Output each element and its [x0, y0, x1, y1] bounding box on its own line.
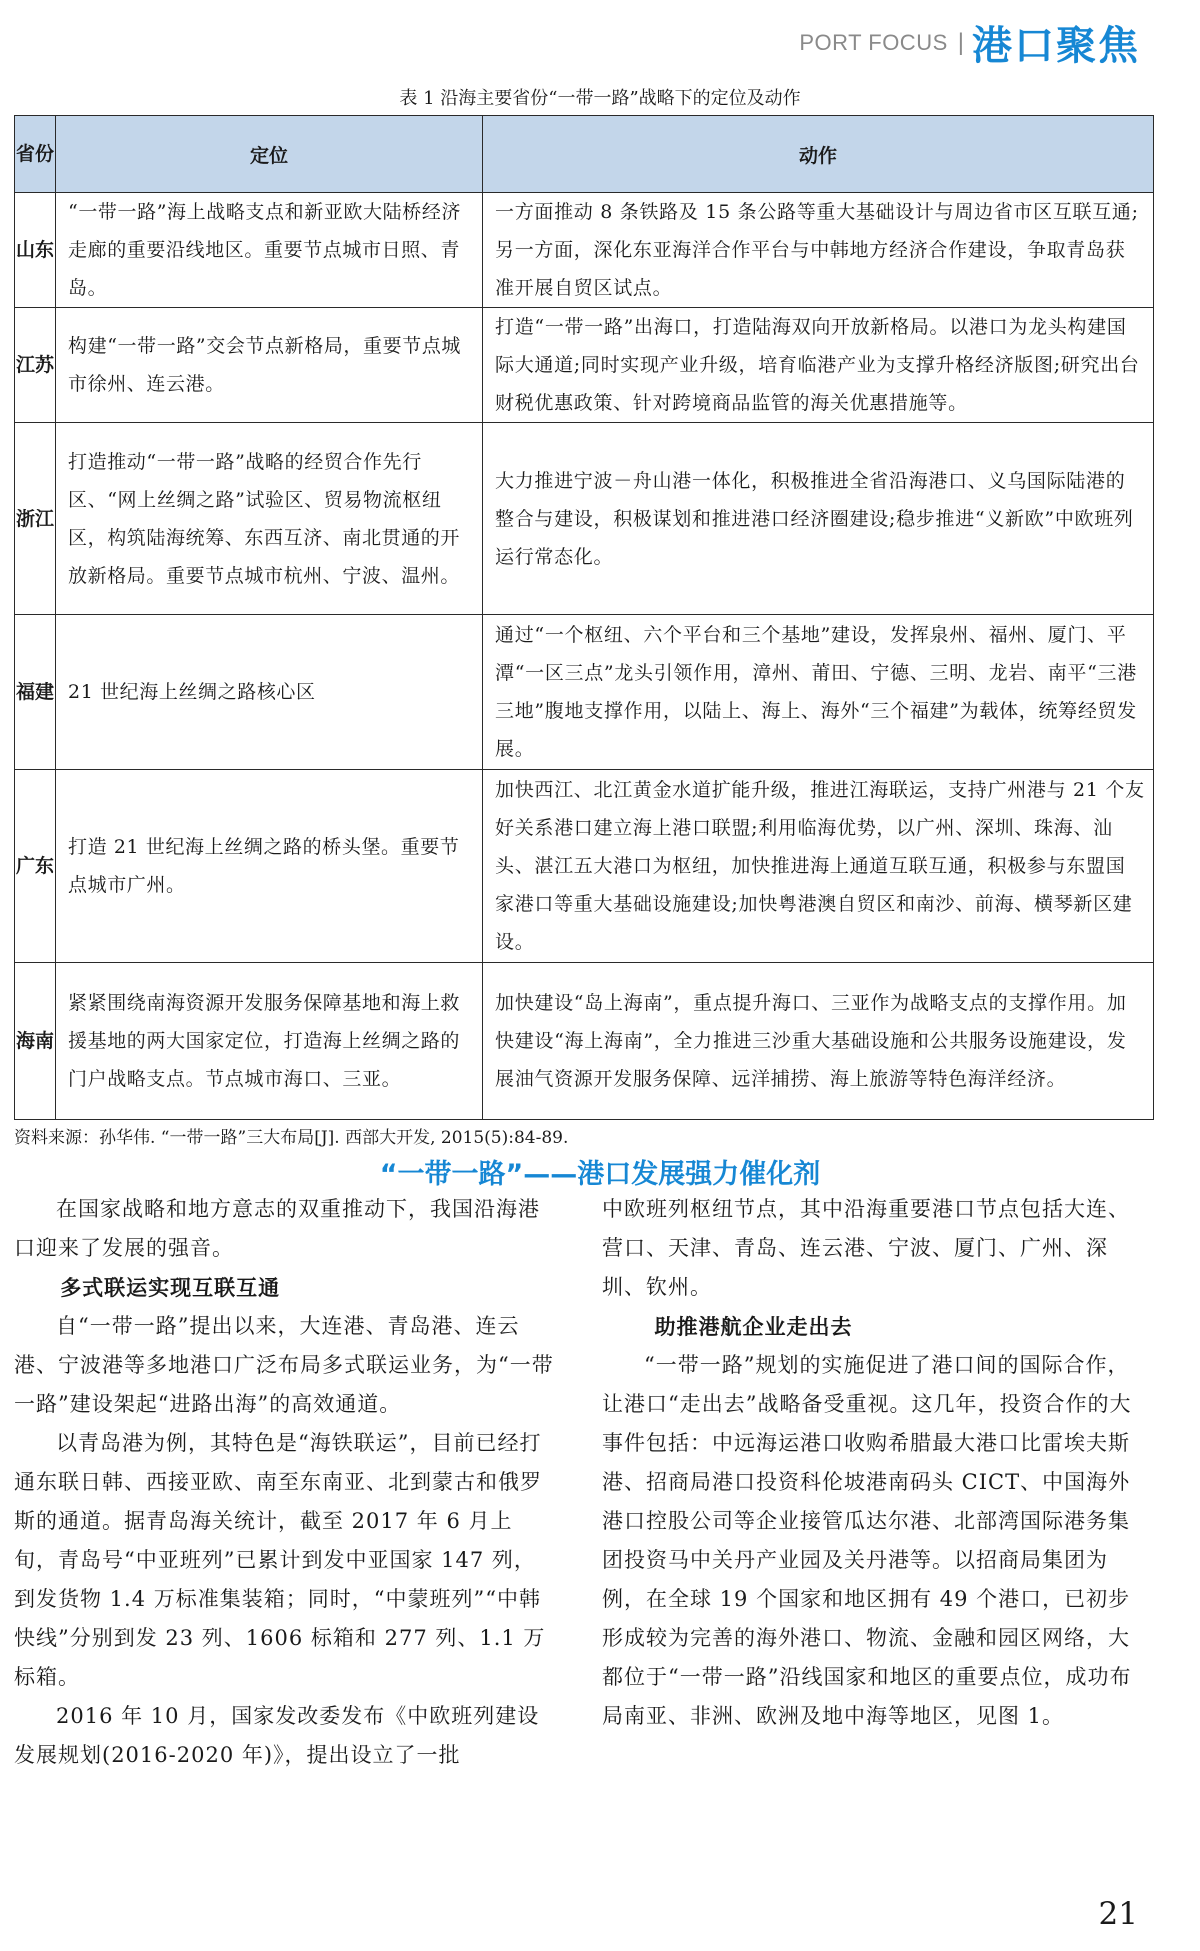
province-cell: 广东	[15, 770, 56, 963]
province-cell: 浙江	[15, 423, 56, 615]
table-header-row	[15, 116, 1154, 193]
table-source: 资料来源：孙华伟. “一带一路”三大布局[J]. 西部大开发, 2015(5):84-89.	[14, 1128, 569, 1148]
header-english-title: PORT FOCUS	[799, 29, 948, 55]
page-number: 21	[1098, 1896, 1138, 1932]
table-row	[15, 770, 1154, 963]
table-row	[15, 193, 1154, 308]
section-title: “一带一路”——港口发展强力催化剂	[379, 1159, 821, 1190]
header-province: 省份	[15, 116, 56, 193]
header-action: 动作	[483, 116, 1154, 193]
paragraph: 中欧班列枢纽节点，其中沿海重要港口节点包括大连、营口、天津、青岛、连云港、宁波、厦门、广州、深圳、钦州。	[602, 1197, 1130, 1299]
action-cell: 一方面推动 8 条铁路及 15 条公路等重大基础设计与周边省市区互联互通;另一方面，深化东亚海洋合作平台与中韩地方经济合作建设，争取青岛获准开展自贸区试点。	[483, 193, 1154, 308]
table-row	[15, 308, 1154, 423]
action-cell: 打造“一带一路”出海口，打造陆海双向开放新格局。以港口为龙头构建国际大通道;同时实现产业升级，培育临港产业为支撑升格经济版图;研究出台财税优惠政策、针对跨境商品监管的海关优惠措施等。	[483, 308, 1154, 423]
paragraph: 在国家战略和地方意志的双重推动下，我国沿海港口迎来了发展的强音。	[14, 1197, 540, 1260]
table-row	[15, 615, 1154, 770]
action-cell: 加快建设“岛上海南”，重点提升海口、三亚作为战略支点的支撑作用。加快建设“海上海南”，全力推进三沙重大基础设施和公共服务设施建设，发展油气资源开发服务保障、远洋捕捞、海上旅游等特色海洋经济。	[483, 963, 1154, 1120]
page-header	[799, 14, 1140, 71]
position-cell: 打造推动“一带一路”战略的经贸合作先行区、“网上丝绸之路”试验区、贸易物流枢纽区，构筑陆海统筹、东西互济、南北贯通的开放新格局。重要节点城市杭州、宁波、温州。	[56, 423, 483, 615]
subheading-going-global: 助推港航企业走出去	[654, 1314, 853, 1339]
paragraph: “一带一路”规划的实施促进了港口间的国际合作，让港口“走出去”战略备受重视。这几年，投资合作的大事件包括：中远海运港口收购希腊最大港口比雷埃夫斯港、招商局港口投资科伦坡港南码头 CICT、中国海外港口控股公司等企业接管瓜达尔港、北部湾国际港务集团投资马中关丹产业园及关丹港等。以招商局集团为例，在全球 19 个国家和地区拥有 49 个港口，已初步形成较为完善的海外港口、物流、金融和园区网络，大都位于“一带一路”沿线国家和地区的重要点位，成功布局南亚、非洲、欧洲及地中海等地区，见图 1。	[602, 1353, 1132, 1728]
header-separator: |	[957, 28, 964, 56]
position-cell: “一带一路”海上战略支点和新亚欧大陆桥经济走廊的重要沿线地区。重要节点城市日照、青岛。	[56, 193, 483, 308]
position-cell: 打造 21 世纪海上丝绸之路的桥头堡。重要节点城市广州。	[56, 770, 483, 963]
province-positioning-table	[14, 115, 1154, 1120]
position-cell: 紧紧围绕南海资源开发服务保障基地和海上救援基地的两大国家定位，打造海上丝绸之路的门户战略支点。节点城市海口、三亚。	[56, 963, 483, 1120]
paragraph: 以青岛港为例，其特色是“海铁联运”，目前已经打通东联日韩、西接亚欧、南至东南亚、北到蒙古和俄罗斯的通道。据青岛海关统计，截至 2017 年 6 月上旬，青岛号“中亚班列”已累计到发中亚国家 147 列，到发货物 1.4 万标准集装箱；同时，“中蒙班列”“中韩快线”分别到发 23 列、1606 标箱和 277 列、1.1 万标箱。	[14, 1431, 546, 1689]
province-cell: 海南	[15, 963, 56, 1120]
position-cell: 构建“一带一路”交会节点新格局，重要节点城市徐州、连云港。	[56, 308, 483, 423]
position-cell: 21 世纪海上丝绸之路核心区	[56, 615, 483, 770]
action-cell: 大力推进宁波－舟山港一体化，积极推进全省沿海港口、义乌国际陆港的整合与建设，积极谋划和推进港口经济圈建设;稳步推进“义新欧”中欧班列运行常态化。	[483, 423, 1154, 615]
paragraph: 自“一带一路”提出以来，大连港、青岛港、连云港、宁波港等多地港口广泛布局多式联运业务，为“一带一路”建设架起“进路出海”的高效通道。	[14, 1314, 554, 1416]
table-row	[15, 963, 1154, 1120]
header-chinese-title: 港口聚焦	[972, 23, 1140, 69]
article-left-column	[14, 1190, 554, 1775]
header-position: 定位	[56, 116, 483, 193]
paragraph: 2016 年 10 月，国家发改委发布《中欧班列建设发展规划(2016-2020 年)》，提出设立了一批	[14, 1704, 540, 1767]
province-cell: 江苏	[15, 308, 56, 423]
table-caption: 表 1 沿海主要省份“一带一路”战略下的定位及动作	[399, 88, 801, 109]
action-cell: 通过“一个枢纽、六个平台和三个基地”建设，发挥泉州、福州、厦门、平潭“一区三点”龙头引领作用，漳州、莆田、宁德、三明、龙岩、南平“三港三地”腹地支撑作用，以陆上、海上、海外“三个福建”为载体，统筹经贸发展。	[483, 615, 1154, 770]
subheading-multimodal: 多式联运实现互联互通	[60, 1275, 281, 1300]
province-cell: 福建	[15, 615, 56, 770]
article-right-column	[602, 1190, 1147, 1736]
province-cell: 山东	[15, 193, 56, 308]
action-cell: 加快西江、北江黄金水道扩能升级，推进江海联运，支持广州港与 21 个友好关系港口建立海上港口联盟;利用临海优势，以广州、深圳、珠海、汕头、湛江五大港口为枢纽，加快推进海上通道互联互通，积极参与东盟国家港口等重大基础设施建设;加快粤港澳自贸区和南沙、前海、横琴新区建设。	[483, 770, 1154, 963]
table-row	[15, 423, 1154, 615]
